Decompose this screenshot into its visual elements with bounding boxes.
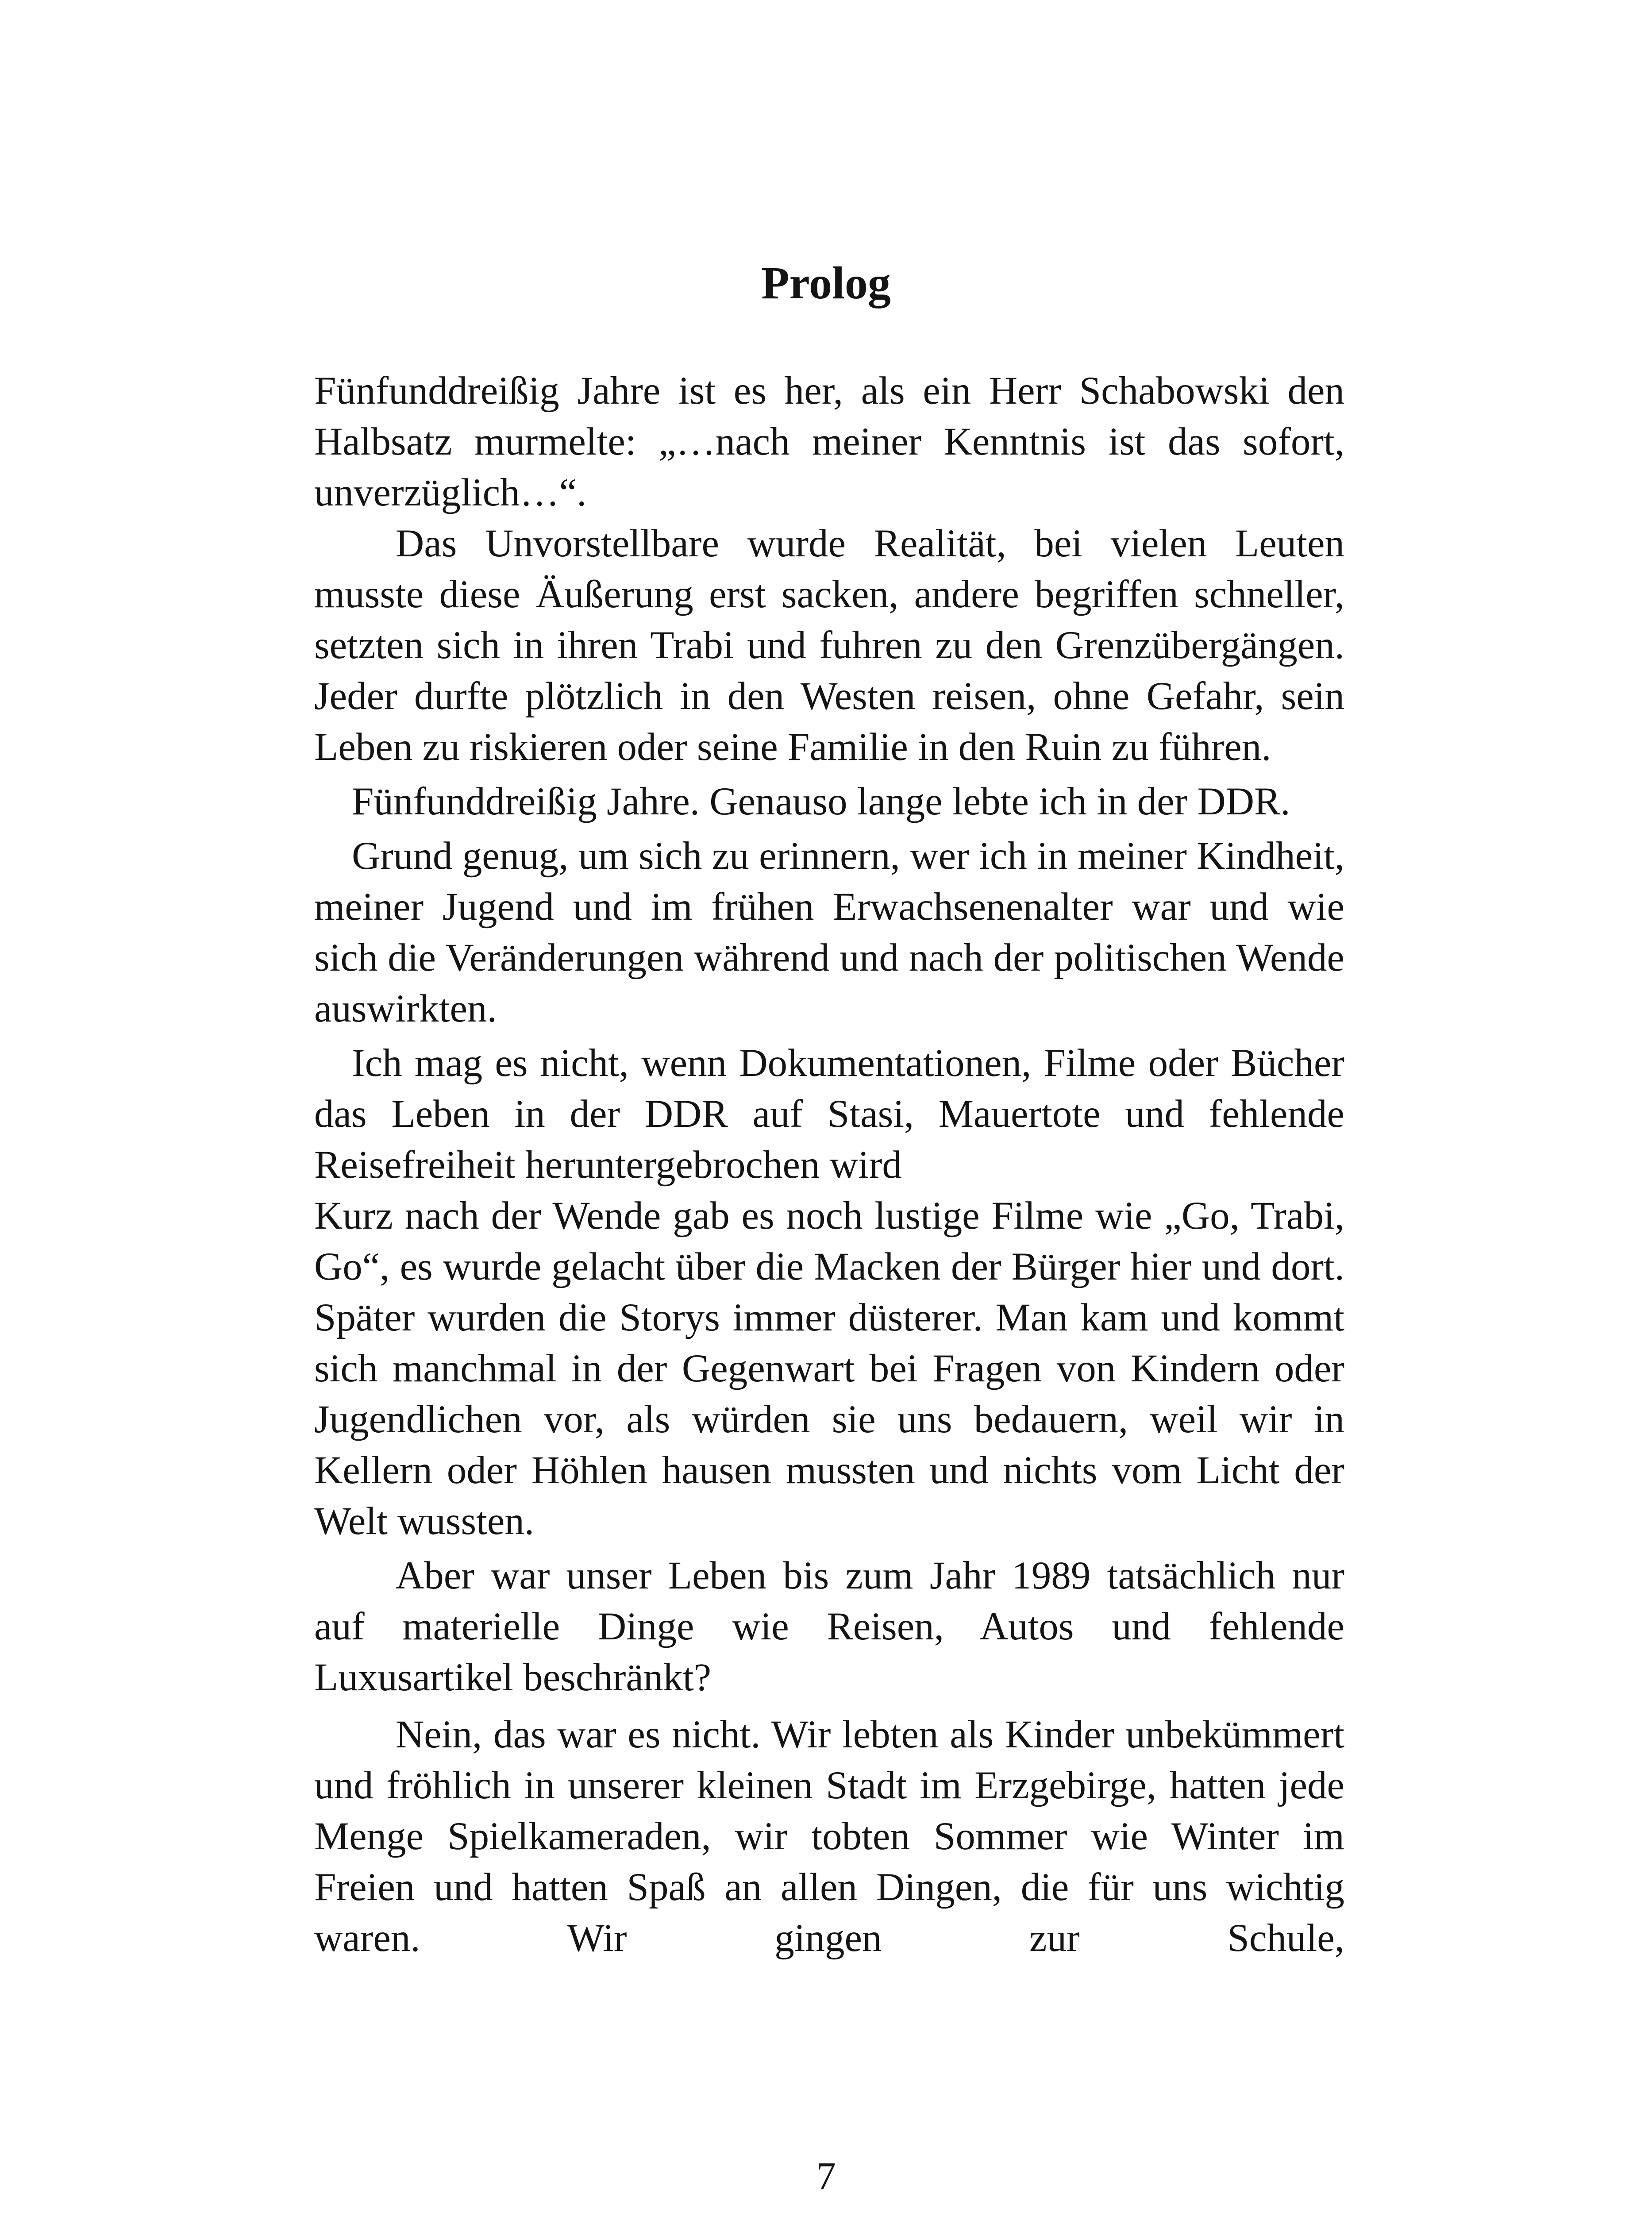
paragraph-4: Grund genug, um sich zu erinnern, wer ich in meiner Kindheit, meiner Jugend und im frühen Erwachsenenalter war und wie sich die Veränderungen während und nach der politischen Wende auswirkten. [314,834,1344,1030]
paragraph-2: Das Unvorstellbare wurde Realität, bei vielen Leuten musste diese Äußerung erst sacken, andere begriffen schneller, setzten sich in ihren Trabi und fuhren zu den Grenzübergängen. Jeder durfte plötzlich in den Westen reisen, ohne Gefahr, sein Leben zu riskieren oder seine Familie in den Ruin zu führen. [314,522,1344,769]
chapter-title: Prolog [761,258,891,308]
paragraph-5: Ich mag es nicht, wenn Dokumentationen, Filme oder Bücher das Leben in der DDR auf Stasi, Mauertote und fehlende Reisefreiheit heruntergebrochen wird [314,1041,1344,1187]
paragraph-1: Fünfunddreißig Jahre ist es her, als ein Herr Schabowski den Halbsatz murmelte: „…nach meiner Kenntnis ist das sofort, unverzüglich…“. [314,369,1344,514]
page-number: 7 [816,2155,836,2198]
body-text [314,366,1344,1964]
paragraph-7: Aber war unser Leben bis zum Jahr 1989 tatsächlich nur auf materielle Dinge wie Reisen, Autos und fehlende Luxusartikel beschränkt? [314,1554,1344,1699]
paragraph-6: Kurz nach der Wende gab es noch lustige Filme wie „Go, Trabi, Go“, es wurde gelacht über die Macken der Bürger hier und dort. Später wurden die Storys immer düsterer. Man kam und kommt sich manchmal in der Gegenwart bei Fragen von Kindern oder Jugendlichen vor, als würden sie uns bedauern, weil wir in Kellern oder Höhlen hausen mussten und nichts vom Licht der Welt wussten. [314,1194,1344,1543]
paragraph-3: Fünfunddreißig Jahre. Genauso lange lebte ich in der DDR. [352,780,1290,823]
paragraph-8: Nein, das war es nicht. Wir lebten als Kinder unbekümmert und fröhlich in unserer kleinen Stadt im Erzgebirge, hatten jede Menge Spielkameraden, wir tobten Sommer wie Winter im Freien und hatten Spaß an allen Dingen, die für uns wichtig waren. Wir gingen zur Schule, [314,1713,1344,1960]
